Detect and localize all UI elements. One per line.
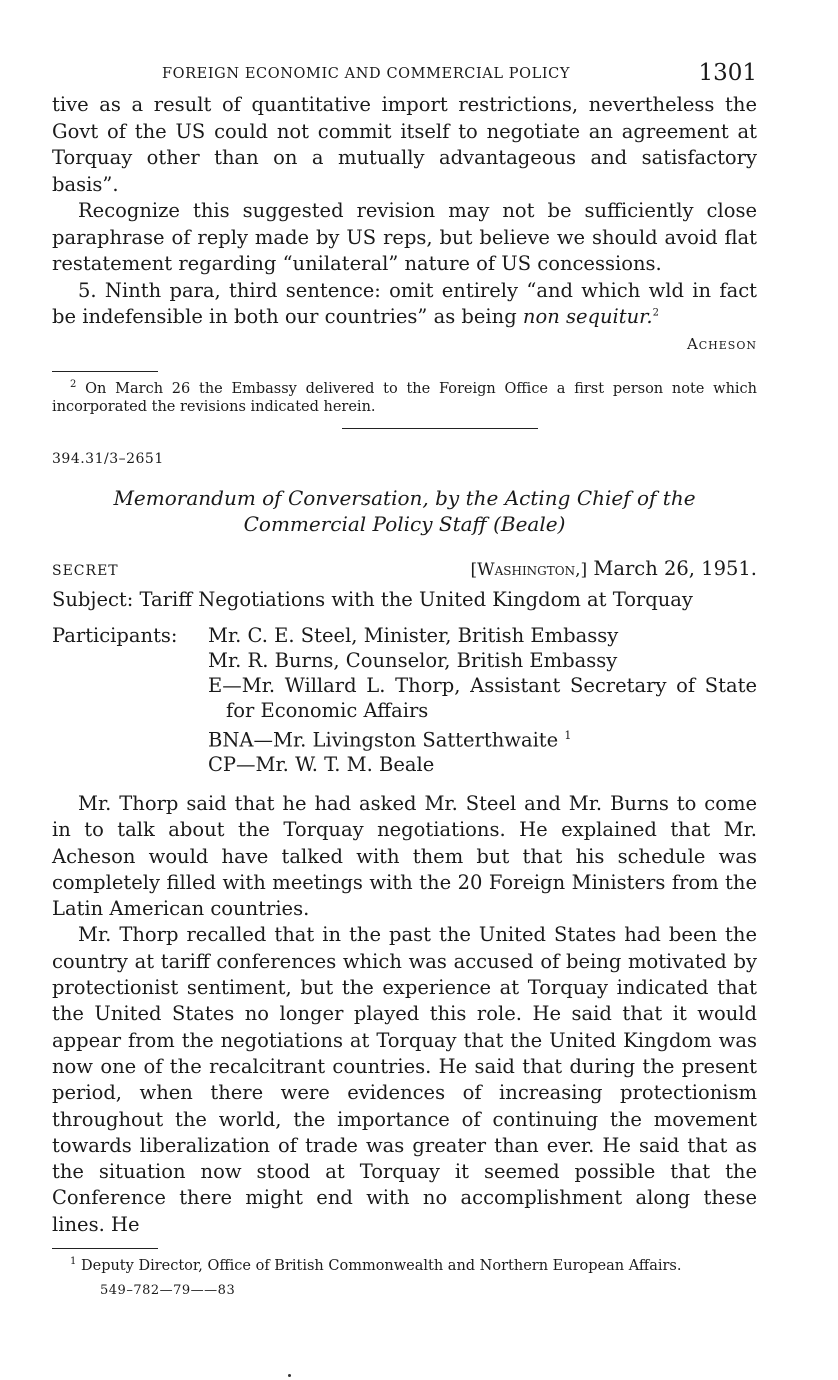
running-title: FOREIGN ECONOMIC AND COMMERCIAL POLICY	[162, 66, 571, 82]
participants-label: Participants:	[52, 623, 178, 647]
footnote-1	[52, 1257, 757, 1275]
footnote-ref-1: 1	[564, 728, 572, 742]
participant: CP—Mr. W. T. M. Beale	[208, 753, 435, 776]
footnote-rule	[52, 371, 158, 372]
continued-paragraph: tive as a result of quantitative import restrictions, nevertheless the Govt of the US could not commit itself to negotiate an agreement at Torquay other than on a mutually advantageous and satisfactory basis”.	[52, 93, 757, 196]
document-page	[52, 58, 757, 1298]
date: March 26, 1951.	[593, 556, 757, 580]
section-divider	[342, 428, 538, 429]
participants	[52, 623, 757, 778]
participant: Mr. C. E. Steel, Minister, British Embassy	[208, 623, 619, 647]
body-paragraph: Mr. Thorp recalled that in the past the United States had been the country at tariff conferences which was accused of being motivated by protectionist sentiment, but the experience at Torquay indicated that the United States no longer played this role. He said that it would appear from the negotiations at Torquay that the United Kingdom was now one of the recalcitrant countries. He said that during the present period, when there were evidences of increasing protectionism throughout the world, the importance of continuing the movement towards liberalization of trade was greater than ever. He said that as the situation now stood at Torquay it seemed possible that the Conference there might end with no accomplishment along these lines. He	[52, 923, 757, 1236]
revision-paragraph: Recognize this suggested revision may not be sufficiently close paraphrase of reply made by US reps, but believe we should avoid flat restatement regarding “unilateral” nature of US concessions.	[52, 199, 757, 275]
footnote-2-mark: 2	[70, 378, 77, 390]
place: [Washington,]	[470, 559, 588, 580]
document-title: Memorandum of Conversation, by the Acting Chief of the Commercial Policy Staff (Beale)	[113, 485, 696, 536]
footnote-2-text: On March 26 the Embassy delivered to the Foreign Office a first person note which incorporated the revisions indicated herein.	[52, 380, 758, 415]
item-five-paragraph	[52, 278, 757, 331]
participant-with-footnote	[208, 723, 757, 753]
body-paragraph: Mr. Thorp said that he had asked Mr. Steel and Mr. Burns to come in to talk about the Torquay negotiations. He explained that Mr. Acheson would have talked with them but that his schedule was completely filled with meetings with the 20 Foreign Ministers from the Latin American countries.	[52, 792, 757, 921]
participants-list	[208, 623, 757, 778]
participant: E—Mr. Willard L. Thorp, Assistant Secretary of State for Economic Affairs	[208, 673, 757, 722]
item-five-text: 5. Ninth para, third sentence: omit entirely “and which wld in fact be indefensible in both our countries” as being	[52, 278, 757, 328]
signature: Acheson	[686, 334, 757, 353]
classification: SECRET	[52, 562, 119, 579]
file-number: 394.31/3–2651	[52, 450, 164, 467]
place-date	[470, 557, 757, 580]
footnote-rule	[52, 1248, 158, 1249]
page-speck	[288, 1374, 291, 1377]
dateline	[52, 557, 757, 585]
subject-line: Subject: Tariff Negotiations with the United Kingdom at Torquay	[52, 587, 693, 611]
participant: BNA—Mr. Livingston Satterthwaite	[208, 728, 559, 751]
footnote-ref-2: 2	[652, 307, 659, 319]
running-head	[52, 58, 757, 92]
non-sequitur-text: non sequitur.	[522, 305, 653, 328]
page-number: 1301	[698, 60, 757, 86]
memo-body	[52, 791, 757, 1238]
print-code: 549–782—79——83	[100, 1283, 236, 1299]
footnote-2	[52, 380, 757, 416]
participant: Mr. R. Burns, Counselor, British Embassy	[208, 648, 618, 672]
footnote-1-text: Deputy Director, Office of British Commonwealth and Northern European Affairs.	[80, 1258, 682, 1275]
footnote-1-mark: 1	[70, 1256, 77, 1268]
